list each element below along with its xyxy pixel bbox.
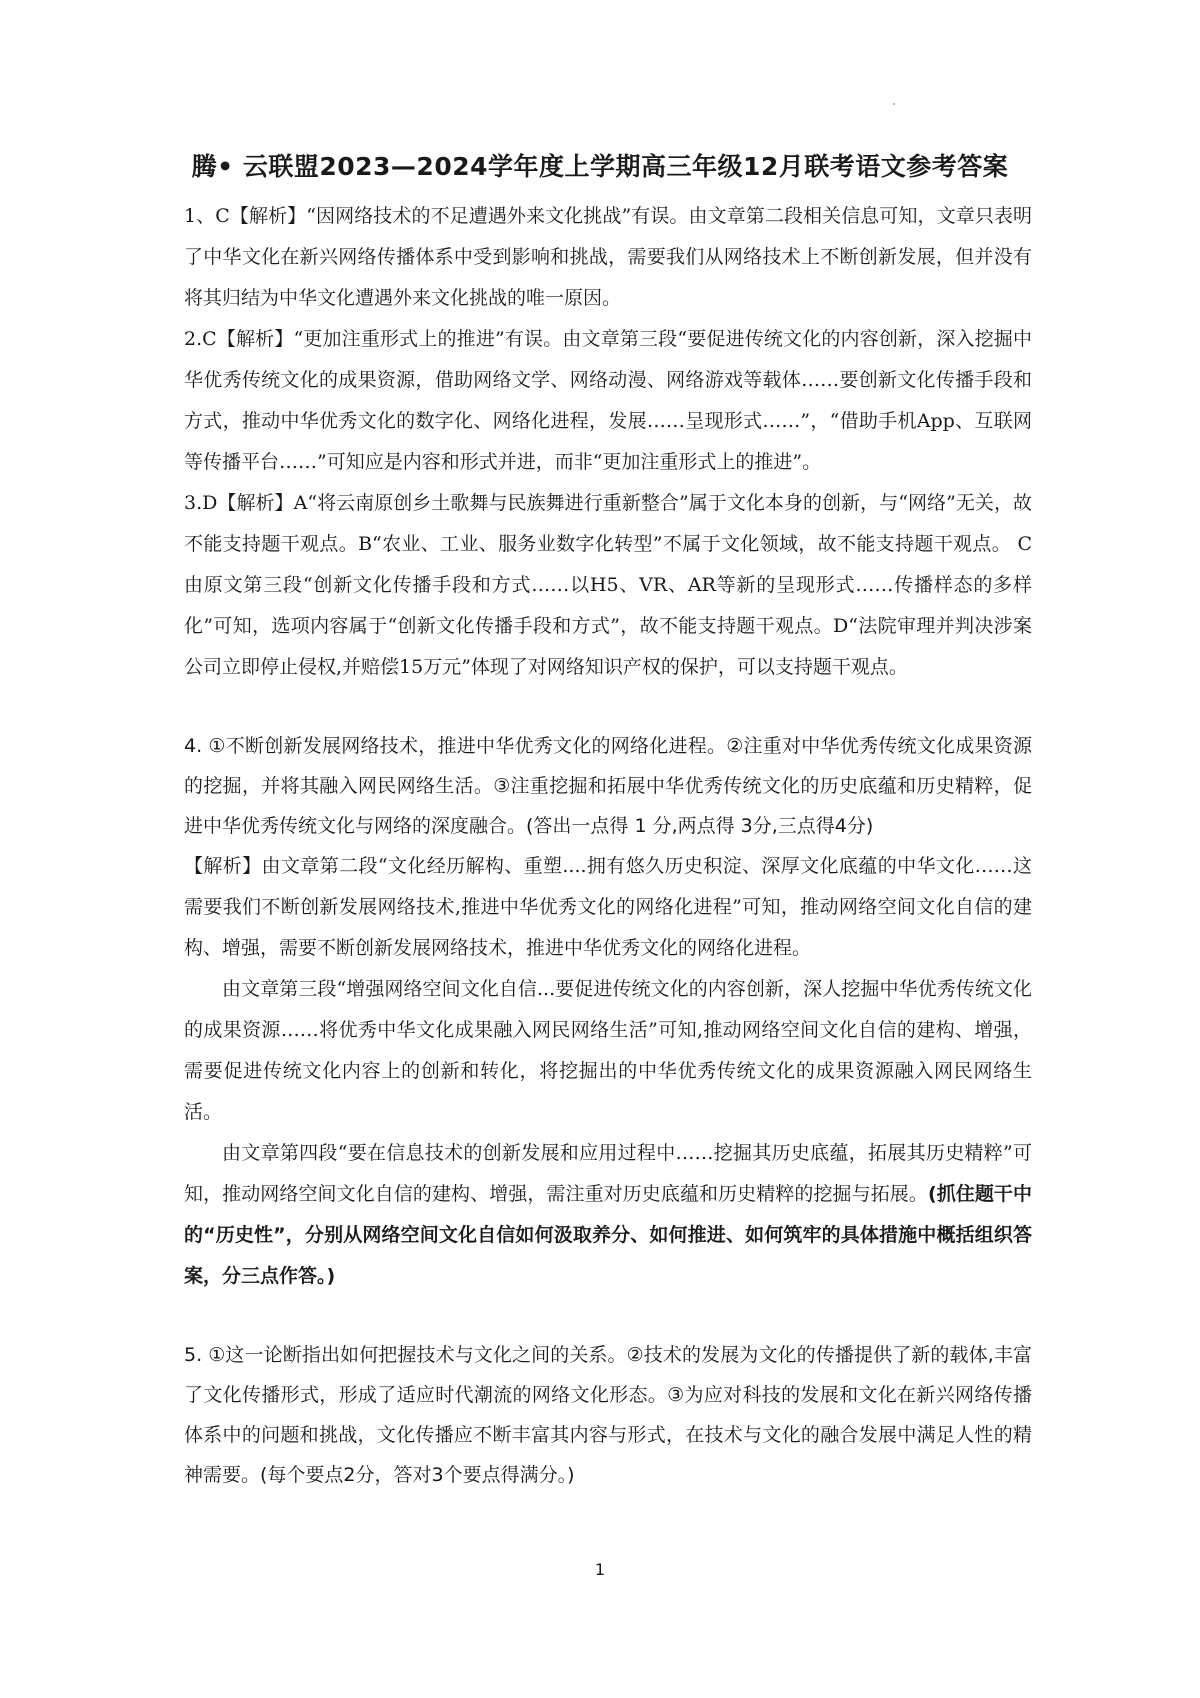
- page-number: 1: [594, 1560, 606, 1579]
- answer-q4-analysis-1: 【解析】由文章第二段“文化经历解构、重塑....拥有悠久历史积淀、深厚文化底蕴的中华文化……这需要我们不断创新发展网络技术,推进中华优秀文化的网络化进程”可知，推动网络空间文化自信的建构、增强，需要不断创新发展网络技术，推进中华优秀文化的网络化进程。: [184, 855, 1032, 959]
- scan-speck: [893, 103, 895, 105]
- answer-content: [184, 196, 1032, 1495]
- answer-q4-analysis-3-text: 由文章第四段“要在信息技术的创新发展和应用过程中……挖掘其历史底蕴，拓展其历史精粹”可知，推动网络空间文化自信的建构、增强，需注重对历史底蕴和历史精粹的挖掘与拓展。: [184, 1142, 1032, 1205]
- answer-q4-tip: (抓住题干中的“历史性”，分别从网络空间文化自信如何汲取养分、如何推进、如何筑牢的具体措施中概括组织答案，分三点作答。): [184, 1183, 1032, 1287]
- answer-q5: 5. ①这一论断指出如何把握技术与文化之间的关系。②技术的发展为文化的传播提供了新的载体,丰富了文化传播形式，形成了适应时代潮流的网络文化形态。③为应对科技的发展和文化在新兴网络传播体系中的问题和挑战，文化传播应不断丰富其内容与形式，在技术与文化的融合发展中满足人性的精神需要。(每个要点2分，答对3个要点得满分。): [184, 1344, 1032, 1486]
- answer-q1: 1、C【解析】“因网络技术的不足遭遇外来文化挑战”有误。由文章第二段相关信息可知，文章只表明了中华文化在新兴网络传播体系中受到影响和挑战，需要我们从网络技术上不断创新发展，但并没有将其归结为中华文化遭遇外来文化挑战的唯一原因。: [184, 205, 1032, 309]
- answer-q4: 4. ①不断创新发展网络技术，推进中华优秀文化的网络化进程。②注重对中华优秀传统文化成果资源的挖掘，并将其融入网民网络生活。③注重挖掘和拓展中华优秀传统文化的历史底蕴和历史精粹，促进中华优秀传统文化与网络的深度融合。(答出一点得 1 分,两点得 3分,三点得4分): [184, 735, 1032, 837]
- answer-q3: 3.D【解析】A“将云南原创乡土歌舞与民族舞进行重新整合”属于文化本身的创新，与“网络”无关，故不能支持题干观点。B“农业、工业、服务业数字化转型”不属于文化领域，故不能支持题干观点。 C由原文第三段“创新文化传播手段和方式……以H5、VR、AR等新的呈现形式……传播样态的多样化”可知，选项内容属于“创新文化传播手段和方式”，故不能支持题干观点。D“法院审理并判决涉案公司立即停止侵权,并赔偿15万元”体现了对网络知识产权的保护，可以支持题干观点。: [184, 492, 1032, 678]
- answer-q4-analysis-2: 由文章第三段“增强网络空间文化自信...要促进传统文化的内容创新，深人挖掘中华优秀传统文化的成果资源……将优秀中华文化成果融入网民网络生活”可知,推动网络空间文化自信的建构、增强，需要促进传统文化内容上的创新和转化，将挖掘出的中华优秀传统文化的成果资源融入网民网络生活。: [184, 978, 1032, 1123]
- page-title: 腾• 云联盟2023—2024学年度上学期高三年级12月联考语文参考答案: [191, 152, 1009, 181]
- answer-q4-analysis-3: [184, 1133, 1032, 1297]
- answer-q2: 2.C【解析】“更加注重形式上的推进”有误。由文章第三段“要促进传统文化的内容创新，深入挖掘中华优秀传统文化的成果资源，借助网络文学、网络动漫、网络游戏等载体……要创新文化传播手段和方式，推动中华优秀文化的数字化、网络化进程，发展……呈现形式……”，“借助手机App、互联网等传播平台……”可知应是内容和形式并进，而非“更加注重形式上的推进”。: [184, 328, 1032, 473]
